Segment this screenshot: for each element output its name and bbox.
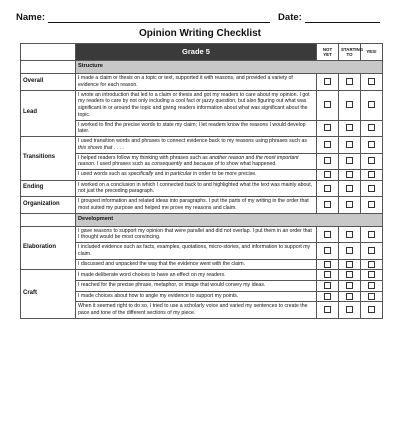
checkbox-cell [317,90,339,120]
checkbox-cell [317,74,339,91]
table-row [21,137,383,154]
criterion-text: I gave reasons to support my opinion that were parallel and did not overlap. I put them in an order that I thought would be most convincing. [76,226,317,243]
checkbox-yes[interactable] [368,282,375,289]
table-row [21,270,383,281]
checkbox-cell [361,180,383,197]
date-label: Date: [278,12,302,23]
checklist-table [20,43,383,319]
checkbox-starting-to[interactable] [346,271,353,278]
checkbox-yes[interactable] [368,306,375,313]
checkbox-cell [317,170,339,181]
checkbox-cell [361,170,383,181]
section-gap-cell [21,61,76,74]
category-label: Elaboration [21,226,76,270]
checkbox-cell [361,270,383,281]
category-label: Transitions [21,137,76,181]
checkbox-cell [339,180,361,197]
criterion-text: I made deliberate word choices to have an effect on my readers. [76,270,317,281]
table-row [21,226,383,243]
header-blank-cell [21,44,76,61]
checkbox-cell [361,226,383,243]
checkbox-not-yet[interactable] [324,306,331,313]
checkbox-yes[interactable] [368,201,375,208]
category-label: Organization [21,197,76,214]
category-label: Ending [21,180,76,197]
criterion-text: I worked to find the precise words to state my claim; I let readers know the reasons I would develop later. [76,120,317,137]
checkbox-not-yet[interactable] [324,185,331,192]
name-date-bar [16,9,380,23]
checkbox-starting-to[interactable] [346,124,353,131]
checkbox-cell [361,197,383,214]
checkbox-cell [361,90,383,120]
criterion-text: I grouped information and related ideas into paragraphs. I put the parts of my writing in the order that most suited my purpose and helped me prove my reasons and claim. [76,197,317,214]
checkbox-yes[interactable] [368,78,375,85]
section-gap-cell [21,213,76,226]
checkbox-cell [317,270,339,281]
checkbox-starting-to[interactable] [346,306,353,313]
checkbox-not-yet[interactable] [324,78,331,85]
criterion-text: I discussed and unpacked the way that the evidence went with the claim. [76,259,317,270]
section-row [21,213,383,226]
criterion-text: I worked on a conclusion in which I connected back to and highlighted what the text was mainly about, not just the preceding paragraph. [76,180,317,197]
grade-heading: Grade 5 [76,44,317,61]
checkbox-cell [339,74,361,91]
checkbox-not-yet[interactable] [324,282,331,289]
table-header-row [21,44,383,61]
checkbox-not-yet[interactable] [324,293,331,300]
checkbox-cell [361,243,383,260]
checkbox-not-yet[interactable] [324,201,331,208]
page-title: Opinion Writing Checklist [138,28,262,39]
checkbox-not-yet[interactable] [324,261,331,268]
checkbox-cell [317,137,339,154]
checkbox-not-yet[interactable] [324,171,331,178]
table-row [21,259,383,270]
checkbox-cell [361,291,383,302]
category-label: Overall [21,74,76,91]
col-starting-to: STARTING TO [339,44,361,61]
checkbox-starting-to[interactable] [346,201,353,208]
criterion-text: I helped readers follow my thinking with phrases such as another reason and the most important reason. I used phrases such as consequently and because of to show what happened. [76,153,317,170]
table-row [21,170,383,181]
checkbox-cell [317,120,339,137]
checkbox-cell [317,259,339,270]
section-row [21,61,383,74]
checkbox-cell [339,270,361,281]
checkbox-cell [317,243,339,260]
checkbox-yes[interactable] [368,171,375,178]
checkbox-starting-to[interactable] [346,78,353,85]
name-line[interactable] [48,11,270,23]
checkbox-yes[interactable] [368,231,375,238]
checkbox-cell [339,280,361,291]
criterion-text: I reached for the precise phrase, metaphor, or image that would convey my ideas. [76,280,317,291]
criterion-text: I wrote an introduction that led to a claim or thesis and got my readers to care about my opinion. I got my readers to care by not only including a cool fact or jazzy question, but also figuring out what was significant in or around the topic and giving readers information about what was significant about the topic. [76,90,317,120]
table-row [21,280,383,291]
checkbox-starting-to[interactable] [346,185,353,192]
criterion-text: I used transition words and phrases to connect evidence back to my reasons using phrases such as this shows that . . . . [76,137,317,154]
checkbox-cell [317,226,339,243]
checkbox-cell [339,90,361,120]
checkbox-cell [339,153,361,170]
checkbox-cell [361,280,383,291]
section-heading: Structure [76,61,383,74]
checkbox-cell [339,226,361,243]
checkbox-cell [317,291,339,302]
checkbox-starting-to[interactable] [346,261,353,268]
criterion-text: I included evidence such as facts, examples, quotations, micro-stories, and information to support my claim. [76,243,317,260]
table-row [21,291,383,302]
table-row [21,197,383,214]
checkbox-yes[interactable] [368,185,375,192]
checkbox-cell [361,302,383,319]
checkbox-yes[interactable] [368,261,375,268]
section-heading: Development [76,213,383,226]
checklist-body [21,61,383,319]
checkbox-cell [361,74,383,91]
checkbox-not-yet[interactable] [324,124,331,131]
checkbox-not-yet[interactable] [324,271,331,278]
checkbox-yes[interactable] [368,247,375,254]
checkbox-cell [339,243,361,260]
checkbox-starting-to[interactable] [346,247,353,254]
category-label: Craft [21,270,76,318]
checkbox-cell [339,291,361,302]
checkbox-cell [317,280,339,291]
table-row [21,243,383,260]
checkbox-not-yet[interactable] [324,247,331,254]
checkbox-cell [317,153,339,170]
checkbox-not-yet[interactable] [324,101,331,108]
checkbox-cell [317,197,339,214]
checkbox-cell [361,259,383,270]
table-row [21,74,383,91]
checkbox-cell [339,137,361,154]
checkbox-not-yet[interactable] [324,157,331,164]
checkbox-cell [317,180,339,197]
checkbox-starting-to[interactable] [346,282,353,289]
table-row [21,120,383,137]
criterion-text: I made a claim or thesis on a topic or text, supported it with reasons, and provided a variety of evidence for each reason. [76,74,317,91]
criterion-text: I made choices about how to angle my evidence to support my points. [76,291,317,302]
checkbox-starting-to[interactable] [346,171,353,178]
checkbox-yes[interactable] [368,124,375,131]
checkbox-cell [339,302,361,319]
checkbox-yes[interactable] [368,293,375,300]
table-row [21,153,383,170]
col-yes: YES! [361,44,383,61]
checkbox-starting-to[interactable] [346,101,353,108]
checkbox-starting-to[interactable] [346,141,353,148]
checkbox-cell [317,302,339,319]
col-not-yet: NOT YET [317,44,339,61]
checkbox-starting-to[interactable] [346,231,353,238]
date-line[interactable] [305,11,380,23]
category-label: Lead [21,90,76,137]
checkbox-not-yet[interactable] [324,141,331,148]
criterion-text: I used words such as specifically and in particular in order to be more precise. [76,170,317,181]
checkbox-yes[interactable] [368,271,375,278]
checkbox-yes[interactable] [368,101,375,108]
checkbox-starting-to[interactable] [346,157,353,164]
table-row [21,302,383,319]
checkbox-cell [339,120,361,137]
table-row [21,180,383,197]
checkbox-yes[interactable] [368,141,375,148]
criterion-text: When it seemed right to do so, I tried to use a scholarly voice and varied my sentences to create the pace and tone of the different sections of my piece. [76,302,317,319]
name-label: Name: [16,12,46,23]
checkbox-cell [339,170,361,181]
checkbox-cell [361,120,383,137]
checkbox-yes[interactable] [368,157,375,164]
checkbox-cell [361,153,383,170]
checkbox-not-yet[interactable] [324,231,331,238]
checkbox-cell [339,197,361,214]
checkbox-cell [339,259,361,270]
table-row [21,90,383,120]
checkbox-starting-to[interactable] [346,293,353,300]
checkbox-cell [361,137,383,154]
